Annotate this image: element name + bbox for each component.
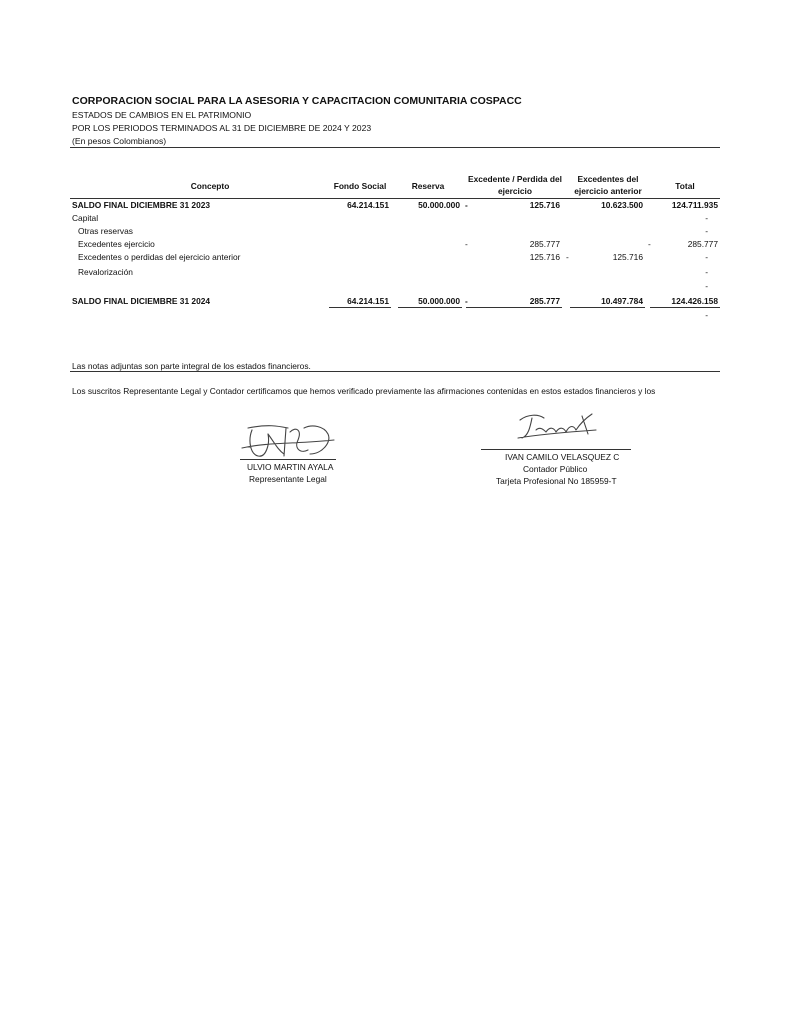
col-header-anterior: Excedentes del ejercicio anterior [574,174,642,196]
col-header-concepto: Concepto [190,181,230,191]
cell-dash: - [465,200,468,210]
cell-dash: - [705,267,708,277]
total-underline-anterior [570,307,645,308]
cell-excedente-ejercicio: 285.777 [529,239,560,249]
cell-fondo-2023: 64.214.151 [347,200,389,210]
accountant-license: Tarjeta Profesional No 185959-T [496,476,617,486]
signature-legal-representative [238,420,338,462]
report-title: ESTADOS DE CAMBIOS EN EL PATRIMONIO [72,110,252,120]
cell-anterior-2024: 10.497.784 [601,296,643,306]
legal-role: Representante Legal [249,474,327,484]
cell-dash: - [705,281,708,291]
row-label-capital: Capital [72,213,99,223]
cell-dash: - [648,239,651,249]
header-divider [70,147,720,148]
cell-excedente-anterior: 125.716 [529,252,560,262]
total-underline-reserva [398,307,462,308]
row-label-excedentes-ejercicio: Excedentes ejercicio [78,239,155,249]
notes-divider [70,371,720,372]
total-underline-excedente [466,307,562,308]
cell-dash: - [705,252,708,262]
total-underline-total [650,307,720,308]
notes-integral: Las notas adjuntas son parte integral de los estados financieros. [72,361,311,371]
row-label-saldo-2023: SALDO FINAL DICIEMBRE 31 2023 [72,200,211,210]
cell-dash: - [465,239,468,249]
cell-dash: - [566,252,569,262]
cell-reserva-2024: 50.000.000 [418,296,460,306]
accountant-role: Contador Público [523,464,588,474]
row-label-otras-reservas: Otras reservas [78,226,133,236]
cell-dash: - [705,310,708,320]
notes-certification: Los suscritos Representante Legal y Contador certificamos que hemos verificado previamente las afirmaciones contenidas en estos estados financieros y los [72,386,656,396]
row-label-excedentes-anterior: Excedentes o perdidas del ejercicio anterior [78,252,241,262]
cell-anterior-2023: 10.623.500 [601,200,643,210]
cell-total-2023: 124.711.935 [671,200,718,210]
cell-dash: - [465,296,468,306]
legal-name: ULVIO MARTIN AYALA [247,462,334,472]
col-header-total: Total [675,181,695,191]
cell-excedente-2024: 285.777 [529,296,560,306]
col-header-reserva: Reserva [411,181,445,191]
currency-note: (En pesos Colombianos) [72,136,167,146]
cell-total-excedentes: 285.777 [687,239,718,249]
company-name: CORPORACION SOCIAL PARA LA ASESORIA Y CAPACITACION COMUNITARIA COSPACC [72,95,522,107]
total-underline-fondo [329,307,391,308]
cell-total-2024: 124.426.158 [671,296,718,306]
signature-line-accountant [481,449,631,450]
cell-anterior-anterior: 125.716 [612,252,643,262]
cell-excedente-2023: 125.716 [529,200,560,210]
cell-reserva-2023: 50.000.000 [418,200,460,210]
table-header-divider [70,198,720,199]
report-period: POR LOS PERIODOS TERMINADOS AL 31 DE DICIEMBRE DE 2024 Y 2023 [72,123,372,133]
signature-accountant [512,408,602,444]
col-header-fondo-social: Fondo Social [333,181,387,191]
cell-dash: - [705,213,708,223]
accountant-name: IVAN CAMILO VELASQUEZ C [505,452,620,462]
col-header-excedente: Excedente / Perdida del ejercicio [467,174,563,196]
row-label-revalorizacion: Revalorización [78,267,133,277]
cell-fondo-2024: 64.214.151 [347,296,389,306]
cell-dash: - [705,226,708,236]
row-label-saldo-2024: SALDO FINAL DICIEMBRE 31 2024 [72,296,211,306]
signature-line-legal [240,459,336,460]
